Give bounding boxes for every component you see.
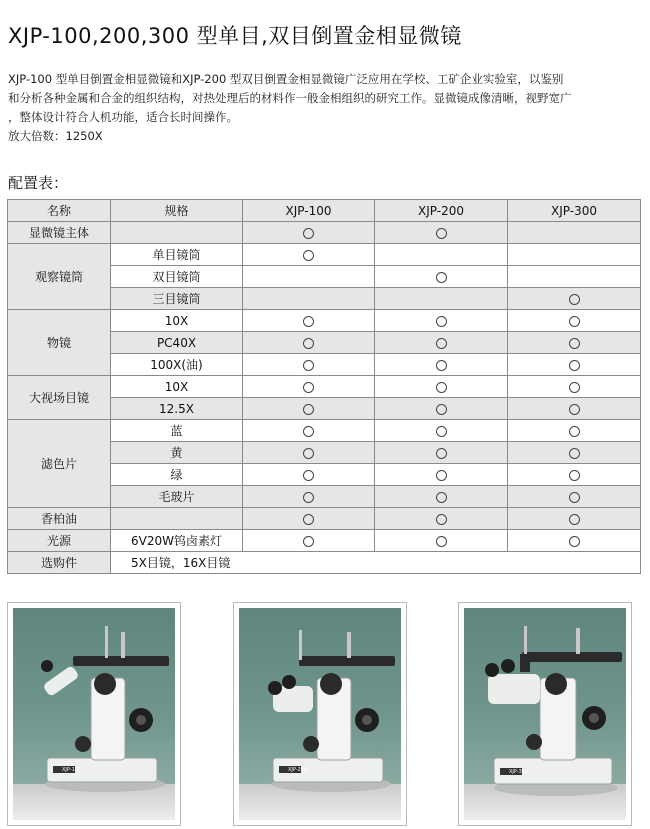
config-mark-cell bbox=[375, 376, 508, 398]
config-mark-cell bbox=[375, 398, 508, 420]
item-name: 光源 bbox=[8, 530, 111, 552]
config-mark-cell bbox=[243, 354, 375, 376]
config-mark-cell bbox=[375, 486, 508, 508]
included-circle-icon bbox=[303, 360, 314, 371]
included-circle-icon bbox=[569, 514, 580, 525]
description-line: 和分析各种金属和合金的组织结构，对热处理后的材料作一般金相组织的研究工作。显微镜成像清晰，视野宽广 bbox=[8, 91, 572, 105]
included-circle-icon bbox=[569, 382, 580, 393]
config-mark-cell bbox=[243, 464, 375, 486]
config-mark-cell bbox=[243, 244, 375, 266]
included-circle-icon bbox=[569, 448, 580, 459]
config-mark-cell bbox=[243, 266, 375, 288]
included-circle-icon bbox=[303, 404, 314, 415]
item-name: 选购件 bbox=[8, 552, 111, 574]
included-circle-icon bbox=[569, 338, 580, 349]
item-spec: 12.5X bbox=[111, 398, 243, 420]
included-circle-icon bbox=[303, 470, 314, 481]
product-photo-xjp300 bbox=[458, 602, 632, 826]
item-spec: 毛玻片 bbox=[111, 486, 243, 508]
item-spec: 蓝 bbox=[111, 420, 243, 442]
item-name: 观察镜筒 bbox=[8, 244, 111, 310]
included-circle-icon bbox=[436, 536, 447, 547]
config-mark-cell bbox=[375, 442, 508, 464]
product-photos bbox=[0, 600, 650, 829]
description bbox=[8, 70, 644, 146]
item-name: 香柏油 bbox=[8, 508, 111, 530]
header-xjp100: XJP-100 bbox=[243, 200, 375, 222]
item-spec: 三目镜筒 bbox=[111, 288, 243, 310]
included-circle-icon bbox=[569, 316, 580, 327]
item-name: 显微镜主体 bbox=[8, 222, 111, 244]
config-mark-cell bbox=[375, 222, 508, 244]
config-mark-cell bbox=[508, 222, 641, 244]
header-spec: 规格 bbox=[111, 200, 243, 222]
included-circle-icon bbox=[569, 360, 580, 371]
header-name: 名称 bbox=[8, 200, 111, 222]
config-mark-cell bbox=[375, 332, 508, 354]
config-mark-cell bbox=[243, 376, 375, 398]
included-circle-icon bbox=[436, 492, 447, 503]
model-plate: XJP-200 bbox=[288, 767, 308, 773]
included-circle-icon bbox=[303, 536, 314, 547]
item-spec: 绿 bbox=[111, 464, 243, 486]
included-circle-icon bbox=[436, 228, 447, 239]
config-mark-cell bbox=[243, 508, 375, 530]
page-title: XJP-100,200,300 型单目,双目倒置金相显微镜 bbox=[8, 24, 462, 48]
config-mark-cell bbox=[508, 288, 641, 310]
included-circle-icon bbox=[436, 514, 447, 525]
product-photo-xjp200 bbox=[233, 602, 407, 826]
table-row bbox=[8, 222, 641, 244]
table-header-row bbox=[8, 200, 641, 222]
item-spec: 10X bbox=[111, 376, 243, 398]
magnification-line: 放大倍数：1250X bbox=[8, 129, 103, 143]
included-circle-icon bbox=[303, 338, 314, 349]
included-circle-icon bbox=[436, 272, 447, 283]
model-plate: XJP-100 bbox=[62, 767, 82, 773]
included-circle-icon bbox=[436, 470, 447, 481]
included-circle-icon bbox=[569, 294, 580, 305]
config-mark-cell bbox=[243, 288, 375, 310]
included-circle-icon bbox=[303, 250, 314, 261]
included-circle-icon bbox=[436, 382, 447, 393]
included-circle-icon bbox=[436, 448, 447, 459]
item-spec: 6V20W钨卤素灯 bbox=[111, 530, 243, 552]
included-circle-icon bbox=[303, 316, 314, 327]
config-mark-cell bbox=[375, 464, 508, 486]
config-mark-cell bbox=[508, 530, 641, 552]
header-xjp300: XJP-300 bbox=[508, 200, 641, 222]
included-circle-icon bbox=[436, 360, 447, 371]
config-mark-cell bbox=[508, 244, 641, 266]
included-circle-icon bbox=[569, 404, 580, 415]
config-mark-cell bbox=[508, 332, 641, 354]
included-circle-icon bbox=[303, 514, 314, 525]
included-circle-icon bbox=[303, 382, 314, 393]
included-circle-icon bbox=[436, 316, 447, 327]
table-row bbox=[8, 508, 641, 530]
config-heading: 配置表： bbox=[8, 174, 69, 192]
included-circle-icon bbox=[303, 426, 314, 437]
item-name: 物镜 bbox=[8, 310, 111, 376]
config-mark-cell bbox=[243, 420, 375, 442]
item-name: 滤色片 bbox=[8, 420, 111, 508]
description-line: XJP-100 型单目倒置金相显微镜和XJP-200 型双目倒置金相显微镜广泛应用在学校、工矿企业实验室，以鉴别 bbox=[8, 72, 564, 86]
config-mark-cell bbox=[508, 508, 641, 530]
config-mark-cell bbox=[508, 486, 641, 508]
config-mark-cell bbox=[243, 222, 375, 244]
config-mark-cell bbox=[375, 508, 508, 530]
included-circle-icon bbox=[569, 426, 580, 437]
included-circle-icon bbox=[569, 536, 580, 547]
item-spec bbox=[111, 222, 243, 244]
included-circle-icon bbox=[569, 492, 580, 503]
included-circle-icon bbox=[303, 448, 314, 459]
table-row bbox=[8, 420, 641, 442]
item-name: 大视场目镜 bbox=[8, 376, 111, 420]
included-circle-icon bbox=[303, 492, 314, 503]
config-mark-cell bbox=[243, 442, 375, 464]
item-spec: 黄 bbox=[111, 442, 243, 464]
config-table bbox=[7, 199, 641, 574]
item-spec: 100X(油) bbox=[111, 354, 243, 376]
config-mark-cell bbox=[375, 288, 508, 310]
config-mark-cell bbox=[508, 464, 641, 486]
model-plate: XJP-300 bbox=[509, 769, 529, 775]
config-mark-cell bbox=[243, 530, 375, 552]
config-mark-cell bbox=[243, 332, 375, 354]
config-mark-cell bbox=[508, 354, 641, 376]
config-mark-cell bbox=[243, 398, 375, 420]
config-mark-cell bbox=[375, 310, 508, 332]
table-row bbox=[8, 530, 641, 552]
config-mark-cell bbox=[243, 486, 375, 508]
config-mark-cell bbox=[508, 266, 641, 288]
config-mark-cell bbox=[508, 442, 641, 464]
table-row bbox=[8, 244, 641, 266]
header-xjp200: XJP-200 bbox=[375, 200, 508, 222]
config-mark-cell bbox=[243, 310, 375, 332]
microscope-image bbox=[239, 608, 401, 820]
optional-accessories: 5X目镜，16X目镜 bbox=[111, 552, 641, 574]
table-row bbox=[8, 376, 641, 398]
config-mark-cell bbox=[375, 354, 508, 376]
microscope-image bbox=[13, 608, 175, 820]
included-circle-icon bbox=[436, 426, 447, 437]
config-mark-cell bbox=[508, 310, 641, 332]
description-line: ，整体设计符合人机功能，适合长时间操作。 bbox=[8, 110, 238, 124]
item-spec bbox=[111, 508, 243, 530]
included-circle-icon bbox=[569, 470, 580, 481]
item-spec: 10X bbox=[111, 310, 243, 332]
included-circle-icon bbox=[436, 404, 447, 415]
product-photo-xjp100 bbox=[7, 602, 181, 826]
config-mark-cell bbox=[508, 420, 641, 442]
microscope-image bbox=[464, 608, 626, 820]
item-spec: 双目镜筒 bbox=[111, 266, 243, 288]
config-mark-cell bbox=[508, 376, 641, 398]
config-mark-cell bbox=[375, 420, 508, 442]
config-mark-cell bbox=[375, 244, 508, 266]
table-row-optional bbox=[8, 552, 641, 574]
item-spec: 单目镜筒 bbox=[111, 244, 243, 266]
included-circle-icon bbox=[303, 228, 314, 239]
table-row bbox=[8, 310, 641, 332]
config-mark-cell bbox=[375, 530, 508, 552]
included-circle-icon bbox=[436, 338, 447, 349]
config-mark-cell bbox=[375, 266, 508, 288]
config-mark-cell bbox=[508, 398, 641, 420]
item-spec: PC40X bbox=[111, 332, 243, 354]
